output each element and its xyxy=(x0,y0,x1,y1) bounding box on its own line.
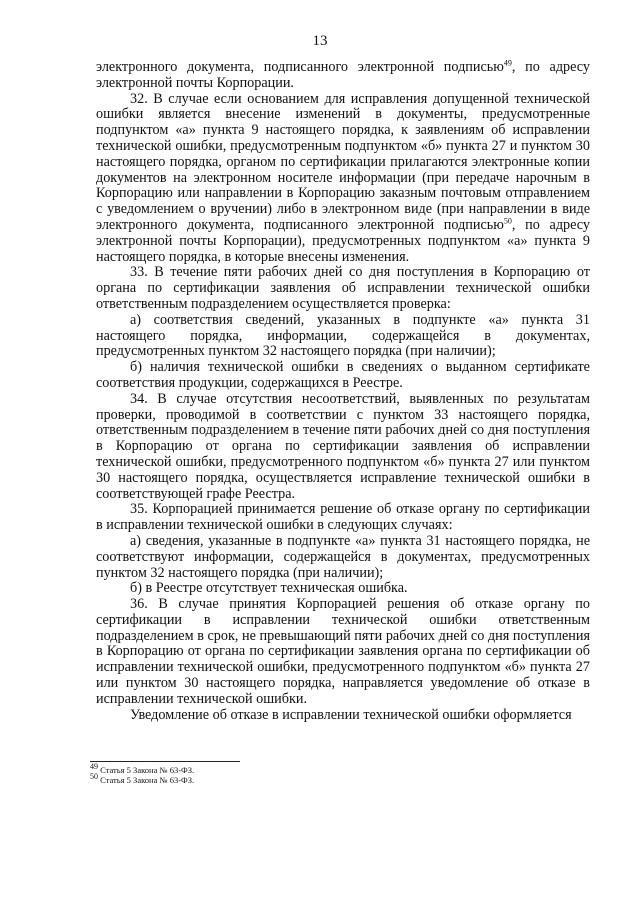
footnote-50: $^{50}$ Статья 5 Закона № 63-ФЗ. xyxy=(90,772,195,785)
paragraph-35b: б) в Реестре отсутствует техническая ошибка. xyxy=(130,580,408,597)
paragraph-33: 33. В течение пяти рабочих дней со дня поступления в Корпорацию от органа по сертификации заявления об исправлении технической ошибки ответственным подразделением осуществляется проверка: xyxy=(96,264,590,312)
paragraph-35a: а) сведения, указанные в подпункте «а» пункта 31 настоящего порядка, не соответствуют информации, содержащейся в документах, предусмотренных пунктом 32 настоящего порядка (при наличии); xyxy=(96,532,590,581)
paragraph: электронного документа, подписанного электронной подписью$^{49}$, по адресу электронной почты Корпорации. xyxy=(96,58,590,91)
paragraph-35: 35. Корпорацией принимается решение об отказе органу по сертификации в исправлении технической ошибки в следующих случаях: xyxy=(96,501,590,534)
body-text xyxy=(96,60,590,723)
paragraph-36: 36. В случае принятия Корпорацией решения об отказе органу по сертификации в исправлении технической ошибки ответственным подразделением в срок, не превышающий пяти рабочих дней со дня поступления в Корпорацию от органа по сертификации заявления органа по сертификации об исправлении технической ошибки, предусмотренного подпунктом «б» пункта 27 или пунктом 30 настоящего порядка, направляется уведомление об отказе в исправлении технической ошибки. xyxy=(96,596,590,707)
paragraph-33b: б) наличия технической ошибки в сведениях о выданном сертификате соответствия продукции, содержащихся в Реестре. xyxy=(96,359,590,391)
footnote-ref: 50 xyxy=(503,216,512,226)
footnote-49: $^{49}$ Статья 5 Закона № 63-ФЗ. xyxy=(90,762,195,775)
footnotes xyxy=(90,762,570,785)
page-number: 13 xyxy=(312,33,328,49)
footnote-divider xyxy=(90,761,240,762)
paragraph-32: 32. В случае если основанием для исправления допущенной технической ошибки является внесение изменений в документы, предусмотренные подпунктом «а» пункта 9 настоящего порядка, к заявлениям об исправлении технической ошибки, предусмотренным подпунктом «б» пункта 27 и пунктом 30 настоящего порядка, органом по сертификации прилагаются электронные копии документов на электронном носителе информации (при передаче нарочным в Корпорацию или направлении в Корпорацию заказным почтовым отправлением с уведомлением о вручении) либо в электронном виде (при направлении в виде электронного документа, подписанного электронной подписью$^{50}$, по адресу электронной почты Корпорации), предусмотренных подпунктом «а» пункта 9 настоящего порядка, в которые внесены изменения. xyxy=(96,90,590,265)
paragraph-34: 34. В случае отсутствия несоответствий, выявленных по результатам проверки, проводимой в соответствии с пунктом 33 настоящего порядка, ответственным подразделением в течение пяти рабочих дней со дня поступления в Корпорацию от органа по сертификации заявления об исправлении технической ошибки, предусмотренного подпунктом «б» пункта 27 или пунктом 30 настоящего порядка, осуществляется исправление технической ошибки в соответствующей графе Реестра. xyxy=(96,390,590,502)
footnote-ref: 49 xyxy=(503,58,512,68)
paragraph-notice: Уведомление об отказе в исправлении технической ошибки оформляется xyxy=(130,706,572,723)
paragraph-33a: а) соответствия сведений, указанных в подпункте «а» пункта 31 настоящего порядка, информации, содержащейся в документах, предусмотренных пунктом 32 настоящего порядка (при наличии); xyxy=(96,311,590,360)
